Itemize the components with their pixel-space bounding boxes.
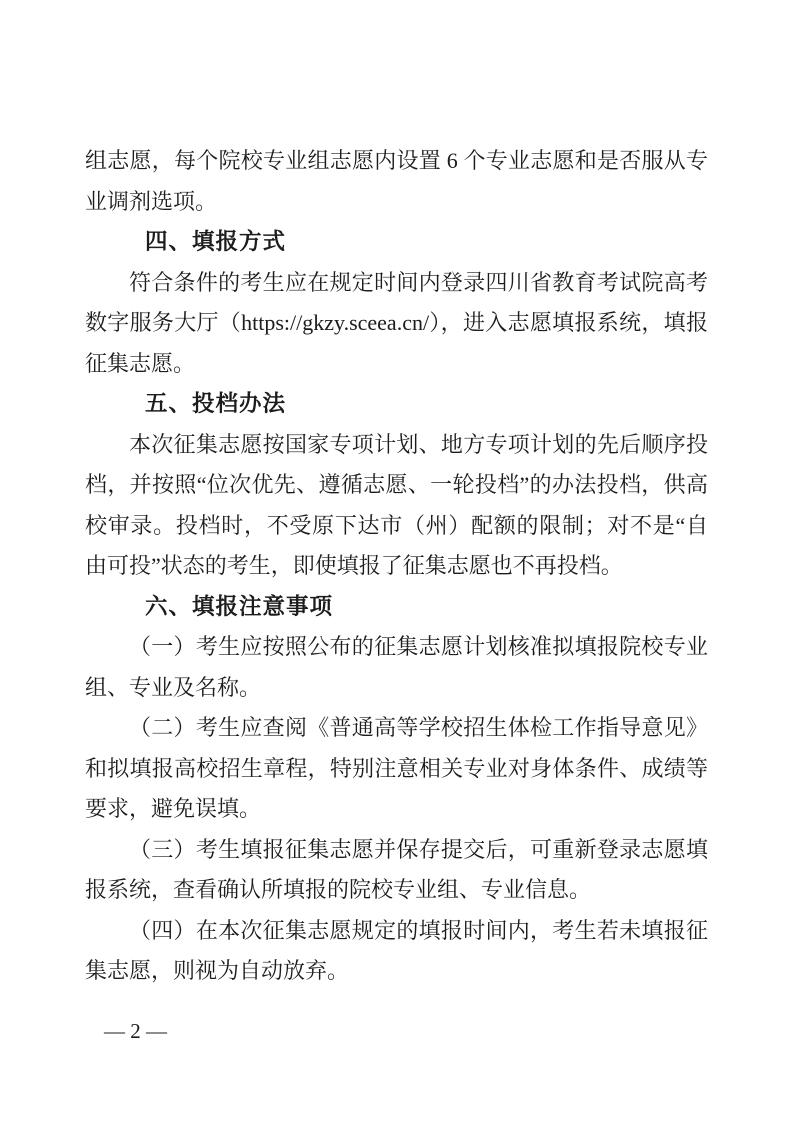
page-number: — 2 —: [104, 1019, 167, 1043]
document-paragraph: （二）考生应查阅《普通高等学校招生体检工作指导意见》和拟填报高校招生章程，特别注意相关专业对身体条件、成绩等要求，避免误填。: [85, 715, 708, 821]
document-body: [85, 141, 708, 992]
document-paragraph: 符合条件的考生应在规定时间内登录四川省教育考试院高考数字服务大厅（https://gkzy.sceea.cn/），进入志愿填报系统，填报征集志愿。: [85, 269, 708, 376]
document-paragraph: 本次征集志愿按国家专项计划、地方专项计划的先后顺序投档，并按照“位次优先、遵循志愿、一轮投档”的办法投档，供高校审录。投档时，不受原下达市（州）配额的限制；对不是“自由可投”状态的考生，即使填报了征集志愿也不再投档。: [85, 431, 708, 578]
section-heading: 五、投档办法: [145, 391, 287, 416]
document-paragraph: 组志愿，每个院校专业组志愿内设置 6 个专业志愿和是否服从专业调剂选项。: [85, 148, 708, 214]
document-paragraph: （三）考生填报征集志愿并保存提交后，可重新登录志愿填报系统，查看确认所填报的院校专业组、专业信息。: [85, 836, 708, 902]
section-heading: 六、填报注意事项: [145, 593, 334, 619]
section-heading: 四、填报方式: [145, 229, 287, 254]
document-paragraph: （四）在本次征集志愿规定的填报时间内，考生若未填报征集志愿，则视为自动放弃。: [85, 917, 708, 983]
document-paragraph: （一）考生应按照公布的征集志愿计划核准拟填报院校专业组、专业及名称。: [85, 634, 708, 700]
